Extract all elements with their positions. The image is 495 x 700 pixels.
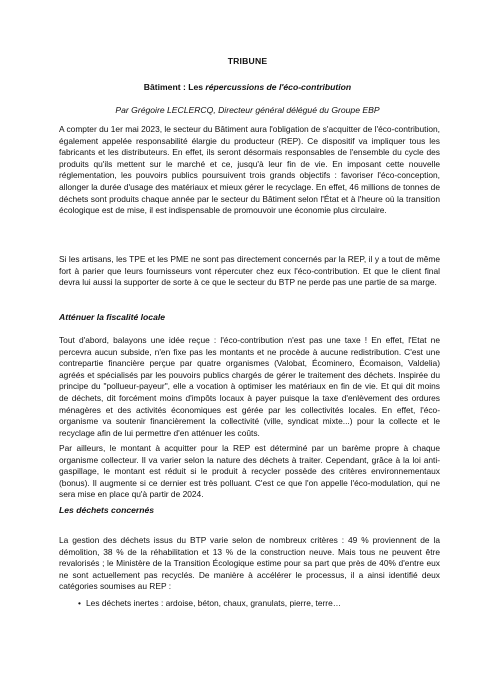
paragraph-montant: Par ailleurs, le montant à acquitter pour la REP est déterminé par un barème propre à chaque organisme collecteur. Il va varier selon la nature des déchets à traiter. Cependant, grâce à la loi anti-gaspillage, le montant est réduit si le produit à recycler possède des critères environnementaux (bonus). Il augmente si ce dernier est très polluant. C'est ce que l'on appelle l'éco-modulation, qui ne sera mise en place qu'à partir de 2024.	[59, 443, 440, 500]
bullet-icon: •	[78, 598, 81, 608]
paragraph-taxe: Tout d'abord, balayons une idée reçue : l'éco-contribution n'est pas une taxe ! En effet, l'Etat ne percevra aucun subside, n'en fixe pas les montants et ne procède à aucune redistribution. C'est une contrepartie financière perçue par quatre organismes (Valobat, Écominero, Écomaison, Valdelia) agréés et spécialisés par les pouvoirs publics chargés de gérer le traitement des déchets. Inspirée du principe du "pollueur-payeur", elle a vocation à optimiser les matériaux en fin de vie. Et qui dit moins de déchets, dit forcément moins d'impôts locaux à payer puisque la taxe d'enlèvement des ordures ménagères et des activités économiques est gérée par les collectivités locales. En effet, l'éco-organisme va soutenir financièrement la collectivité (ville, syndicat mixte...) pour la collecte et le recyclage afin de lui permettre d'en atténuer les coûts.	[59, 335, 440, 438]
paragraph-gestion: La gestion des déchets issus du BTP varie selon de nombreux critères : 49 % proviennent de la démolition, 38 % de la réhabilitation et 13 % de la construction neuve. Mais tous ne peuvent être revalorisés ; le Ministère de la Transition Écologique estime pour sa part que près de 40% d'entre eux ne sont actuellement pas recyclés. De manière à accélérer le processus, il a ainsi identifié deux catégories soumises au REP :	[59, 535, 440, 592]
paragraph-artisans: Si les artisans, les TPE et les PME ne sont pas directement concernés par la REP, il y a tout de même fort à parier que leurs fournisseurs vont répercuter chez eux l'éco-contribution. Et que le client final devra lui aussi la supporter de sorte à ce que le secteur du BTP ne perde pas une partie de sa marge.	[59, 254, 440, 288]
subheading-fiscalite: Atténuer la fiscalité locale	[59, 312, 166, 322]
byline: Par Grégoire LECLERCQ, Directeur général délégué du Groupe EBP	[115, 105, 380, 115]
subheading-dechets: Les déchets concernés	[59, 505, 155, 515]
list-item-text: Les déchets inertes : ardoise, béton, chaux, granulats, pierre, terre…	[86, 598, 342, 608]
list-item	[78, 598, 438, 610]
paragraph-intro: A compter du 1er mai 2023, le secteur du Bâtiment aura l'obligation de s'acquitter de l'éco-contribution, également appelée responsabilité élargie du producteur (REP). Ce dispositif va impliquer tous les fabricants et les distributeurs. En effet, ils seront désormais responsables de l'ensemble du cycle des produits qu'ils mettent sur le marché et ce, jusqu'à leur fin de vie. En imposant cette nouvelle réglementation, les pouvoirs publics poursuivent trois grands objectifs : favoriser l'éco-conception, allonger la durée d'usage des matériaux et mieux gérer le recyclage. En effet, 46 millions de tonnes de déchets sont produits chaque année par le secteur du Bâtiment selon l'État et à l'heure où la transition écologique est de mise, il est indispensable de promouvoir une économie plus circulaire.	[59, 124, 440, 216]
section-label: TRIBUNE	[227, 56, 268, 66]
title-italic: répercussions de l'éco-contribution	[205, 82, 352, 92]
article-title	[0, 82, 495, 92]
title-prefix: Bâtiment : Les	[143, 82, 206, 92]
